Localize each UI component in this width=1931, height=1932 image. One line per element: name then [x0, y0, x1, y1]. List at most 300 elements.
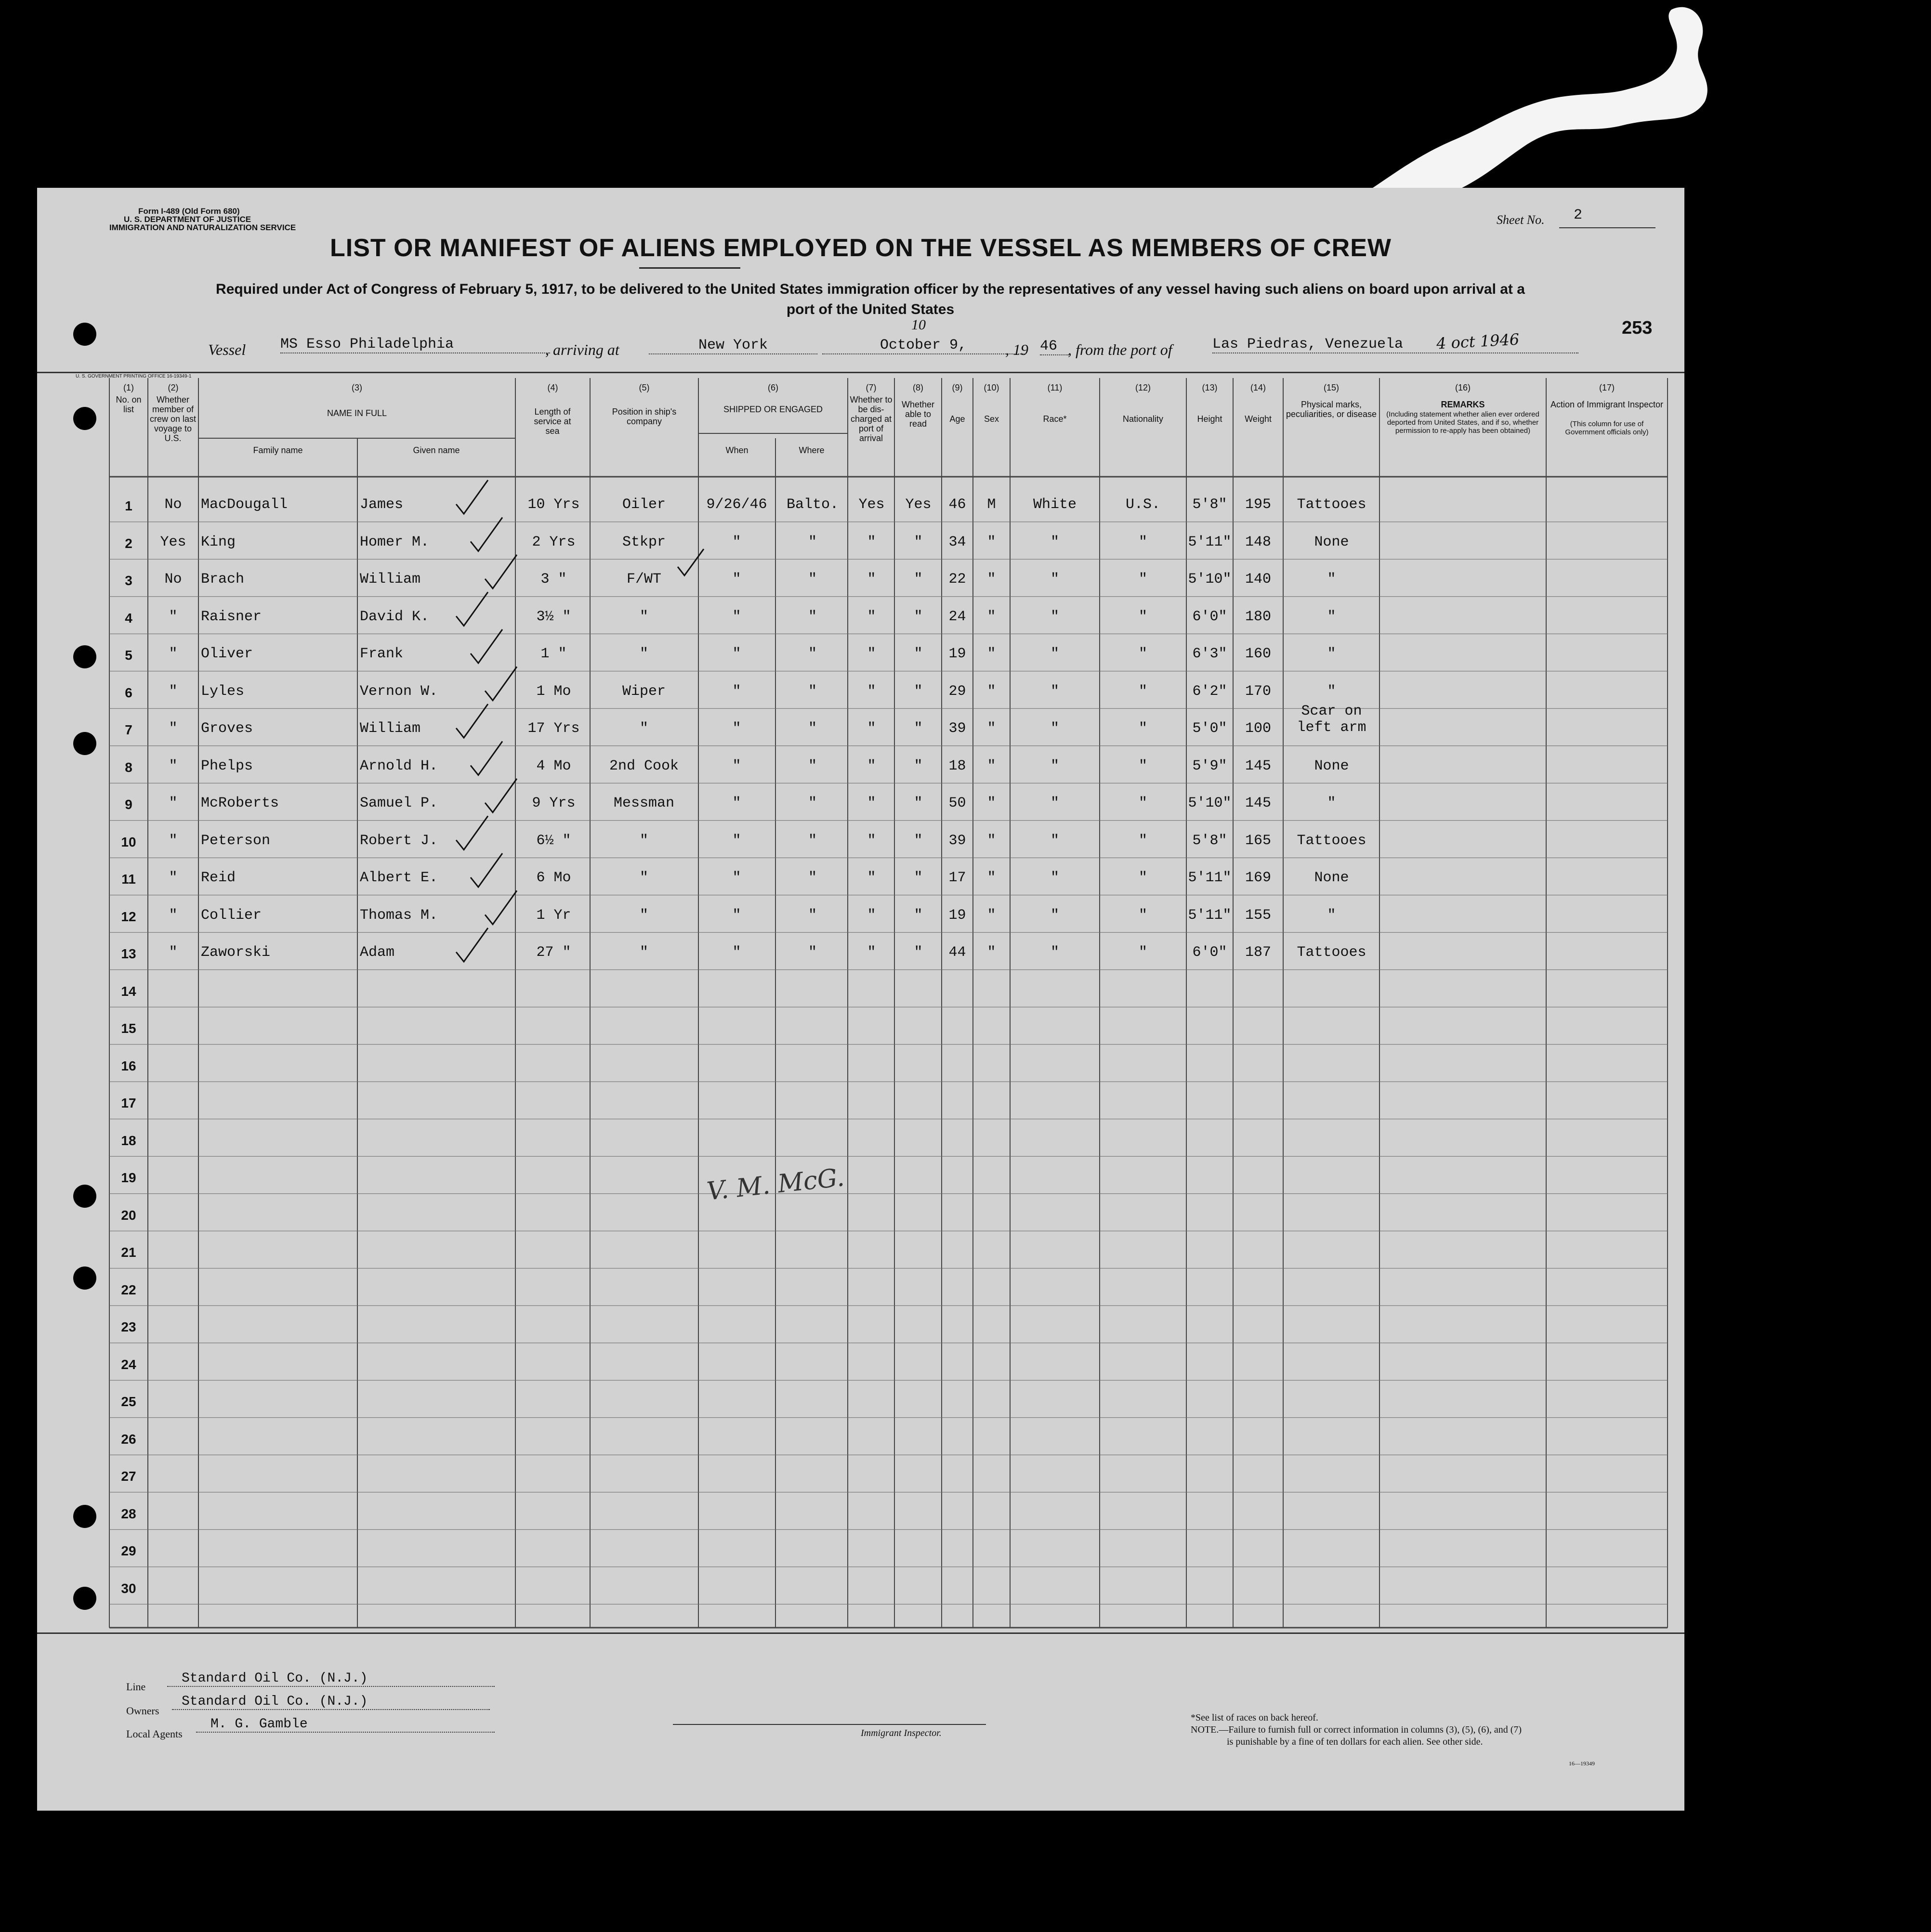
cell-given-name: Arnold H.	[360, 757, 438, 774]
checkmark-icon	[485, 891, 517, 925]
checkmark-icon	[471, 742, 502, 775]
cell-shipped-when: "	[732, 534, 741, 550]
cell-sex: "	[987, 795, 996, 811]
cell-shipped-when: "	[732, 720, 741, 737]
cell-race: "	[1050, 720, 1059, 737]
line-value: Standard Oil Co. (N.J.)	[167, 1671, 495, 1687]
col-head-action-note: (This column for use of Government officials only)	[1565, 420, 1649, 436]
cell-physical-marks: None	[1314, 757, 1349, 774]
cell-length-of-service: 4 Mo	[536, 757, 571, 774]
cell-shipped-when: "	[732, 795, 741, 811]
cell-age: 39	[948, 720, 966, 737]
cell-physical-marks: "	[1327, 571, 1336, 587]
form-number: Form I-489 (Old Form 680)	[138, 207, 240, 216]
col-num-1: (1)	[123, 383, 134, 392]
row-number: 16	[121, 1058, 136, 1073]
agents-label: Local Agents	[126, 1728, 183, 1740]
cell-age: 29	[948, 683, 966, 700]
col-num-17: (17)	[1599, 383, 1615, 392]
cell-shipped-when: "	[732, 571, 741, 587]
cell-able-to-read: "	[914, 683, 923, 700]
cell-length-of-service: 2 Yrs	[532, 534, 576, 550]
cell-last-voyage: "	[169, 646, 178, 662]
cell-given-name: David K.	[360, 608, 430, 625]
cell-discharge: "	[867, 683, 876, 700]
cell-physical-marks: Tattooes	[1297, 944, 1366, 961]
cell-last-voyage: "	[169, 757, 178, 774]
cell-given-name: Frank	[360, 646, 404, 662]
cell-position: Stkpr	[622, 534, 666, 550]
row-number: 21	[121, 1245, 136, 1260]
cell-sex: "	[987, 571, 996, 587]
cell-shipped-where: "	[808, 720, 817, 737]
cell-sex: "	[987, 870, 996, 886]
col-num-3: (3)	[352, 383, 362, 392]
cell-weight: 165	[1245, 832, 1271, 849]
cell-physical-marks: Tattooes	[1297, 832, 1366, 849]
cell-weight: 169	[1245, 870, 1271, 886]
col-num-7: (7)	[866, 383, 877, 392]
cell-position: "	[639, 870, 648, 886]
cell-weight: 145	[1245, 795, 1271, 811]
cell-sex: "	[987, 683, 996, 700]
cell-height: 5'8"	[1192, 832, 1227, 849]
cell-height: 5'11"	[1188, 870, 1232, 886]
cell-weight: 155	[1245, 907, 1271, 924]
cell-shipped-where: "	[808, 683, 817, 700]
cell-able-to-read: "	[914, 944, 923, 961]
cell-length-of-service: 3 "	[540, 571, 567, 587]
cell-discharge: Yes	[858, 496, 885, 513]
cell-given-name: Thomas M.	[360, 907, 438, 924]
col-head-action: Action of Immigrant Inspector	[1550, 400, 1664, 409]
cell-family-name: Zaworski	[201, 944, 271, 961]
manifest-sheet	[37, 188, 1684, 1811]
cell-sex: "	[987, 757, 996, 774]
checkmarks-layer	[37, 188, 1684, 1811]
checkmark-icon	[471, 629, 502, 663]
cell-sex: "	[987, 720, 996, 737]
cell-race: "	[1050, 795, 1059, 811]
cell-length-of-service: 6½ "	[536, 832, 571, 849]
cell-family-name: Peterson	[201, 832, 271, 849]
cell-shipped-where: "	[808, 534, 817, 550]
cell-age: 39	[948, 832, 966, 849]
vessel-label: Vessel	[208, 341, 246, 358]
inspector-initials: V. M. McG.	[705, 1163, 846, 1206]
cell-family-name: Lyles	[201, 683, 245, 700]
col-num-14: (14)	[1250, 383, 1266, 392]
cell-position: "	[639, 944, 648, 961]
subtitle-line-1: Required under Act of Congress of February 5, 1917, to be delivered to the United States immigration officer by the representatives of any vessel having such aliens on board upon arrival at a	[216, 281, 1525, 297]
cell-length-of-service: 6 Mo	[536, 870, 571, 886]
cell-position: Messman	[613, 795, 675, 811]
cell-nationality: "	[1138, 534, 1147, 550]
row-number: 29	[121, 1543, 136, 1558]
cell-shipped-when: "	[732, 870, 741, 886]
cell-sex: "	[987, 907, 996, 924]
inspector-signature-line	[673, 1724, 986, 1725]
cell-last-voyage: "	[169, 870, 178, 886]
cell-given-name: William	[360, 720, 421, 737]
cell-sex: "	[987, 944, 996, 961]
col-head-shipped: SHIPPED OR ENGAGED	[723, 405, 823, 414]
cell-family-name: Phelps	[201, 757, 253, 774]
col-head-race: Race*	[1043, 414, 1067, 424]
cell-sex: "	[987, 534, 996, 550]
cell-discharge: "	[867, 720, 876, 737]
checkmark-icon	[471, 853, 502, 887]
col-num-8: (8)	[913, 383, 923, 392]
cell-race: "	[1050, 757, 1059, 774]
sheet-label: Sheet No.	[1497, 213, 1545, 227]
cell-last-voyage: No	[164, 496, 182, 513]
row-number: 8	[125, 759, 132, 775]
cell-shipped-where: "	[808, 757, 817, 774]
cell-family-name: Raisner	[201, 608, 262, 625]
agents-value: M. G. Gamble	[196, 1717, 495, 1733]
cell-length-of-service: 1 Mo	[536, 683, 571, 700]
owners-value: Standard Oil Co. (N.J.)	[172, 1694, 490, 1710]
cell-family-name: Reid	[201, 870, 236, 886]
cell-shipped-where: "	[808, 907, 817, 924]
cell-position: "	[639, 720, 648, 737]
cell-shipped-where: "	[808, 795, 817, 811]
cell-given-name: Samuel P.	[360, 795, 438, 811]
date-correction: 10	[911, 317, 926, 333]
cell-position: "	[639, 832, 648, 849]
cell-length-of-service: 27 "	[536, 944, 571, 961]
cell-nationality: "	[1138, 757, 1147, 774]
cell-shipped-where: "	[808, 608, 817, 625]
cell-last-voyage: "	[169, 720, 178, 737]
row-number: 19	[121, 1170, 136, 1185]
handwritten-date: 4 oct 1946	[1436, 330, 1520, 353]
cell-position: "	[639, 907, 648, 924]
row-number: 27	[121, 1469, 136, 1484]
cell-nationality: "	[1138, 832, 1147, 849]
cell-family-name: Brach	[201, 571, 245, 587]
cell-race: White	[1033, 496, 1077, 513]
cell-discharge: "	[867, 795, 876, 811]
cell-discharge: "	[867, 870, 876, 886]
cell-shipped-when: "	[732, 944, 741, 961]
cell-discharge: "	[867, 757, 876, 774]
cell-height: 5'9"	[1192, 757, 1227, 774]
cell-age: 19	[948, 907, 966, 924]
cell-position: Wiper	[622, 683, 666, 700]
cell-weight: 170	[1245, 683, 1271, 700]
cell-able-to-read: "	[914, 608, 923, 625]
cell-height: 5'11"	[1188, 534, 1232, 550]
checkmark-icon	[456, 816, 488, 850]
cell-physical-marks: "	[1327, 683, 1336, 700]
cell-age: 44	[948, 944, 966, 961]
cell-discharge: "	[867, 907, 876, 924]
cell-age: 22	[948, 571, 966, 587]
row-number: 11	[121, 872, 136, 887]
checkmark-icon	[456, 704, 488, 738]
cell-weight: 145	[1245, 757, 1271, 774]
cell-age: 50	[948, 795, 966, 811]
col-num-15: (15)	[1323, 383, 1339, 392]
sheet-number: 2	[1574, 207, 1583, 223]
col-head-age: Age	[949, 414, 965, 424]
cell-length-of-service: 17 Yrs	[527, 720, 580, 737]
cell-shipped-when: "	[732, 683, 741, 700]
cell-shipped-when: "	[732, 757, 741, 774]
cell-race: "	[1050, 608, 1059, 625]
row-number: 12	[121, 909, 136, 924]
cell-able-to-read: "	[914, 907, 923, 924]
vessel-name: MS Esso Philadelphia	[280, 336, 550, 353]
races-note: *See list of races on back hereof.	[1191, 1712, 1318, 1723]
cell-nationality: "	[1138, 944, 1147, 961]
owners-label: Owners	[126, 1705, 159, 1717]
cell-sex: M	[987, 496, 996, 513]
row-number: 24	[121, 1357, 136, 1372]
col-head-remarks: REMARKS	[1441, 400, 1485, 409]
checkmark-icon	[485, 779, 517, 812]
page-title: LIST OR MANIFEST OF ALIENS EMPLOYED ON THE VESSEL AS MEMBERS OF CREW	[330, 234, 1392, 262]
row-number: 4	[125, 610, 132, 626]
cell-race: "	[1050, 832, 1059, 849]
row-number: 17	[121, 1096, 136, 1110]
cell-last-voyage: "	[169, 832, 178, 849]
cell-discharge: "	[867, 944, 876, 961]
cell-discharge: "	[867, 534, 876, 550]
cell-family-name: Collier	[201, 907, 262, 924]
cell-height: 5'11"	[1188, 907, 1232, 924]
cell-last-voyage: "	[169, 907, 178, 924]
cell-last-voyage: "	[169, 683, 178, 700]
cell-given-name: Adam	[360, 944, 395, 961]
cell-family-name: MacDougall	[201, 496, 288, 513]
cell-shipped-where: "	[808, 571, 817, 587]
cell-given-name: William	[360, 571, 421, 587]
cell-physical-marks: "	[1327, 795, 1336, 811]
cell-nationality: "	[1138, 571, 1147, 587]
cell-nationality: "	[1138, 870, 1147, 886]
row-number: 15	[121, 1021, 136, 1036]
row-number: 1	[125, 498, 132, 513]
cell-shipped-when: "	[732, 608, 741, 625]
cell-length-of-service: 9 Yrs	[532, 795, 576, 811]
col-num-5: (5)	[639, 383, 650, 392]
col-num-12: (12)	[1135, 383, 1151, 392]
cell-physical-marks: None	[1314, 870, 1349, 886]
cell-shipped-when: "	[732, 646, 741, 662]
cell-sex: "	[987, 646, 996, 662]
cell-given-name: Homer M.	[360, 534, 430, 550]
cell-height: 5'10"	[1188, 571, 1232, 587]
col-head-name: NAME IN FULL	[327, 408, 387, 418]
cell-able-to-read: "	[914, 720, 923, 737]
cell-sex: "	[987, 608, 996, 625]
checkmark-icon	[485, 555, 517, 588]
departure-port: Las Piedras, Venezuela	[1212, 336, 1578, 353]
cell-nationality: "	[1138, 608, 1147, 625]
cell-race: "	[1050, 683, 1059, 700]
cell-length-of-service: 1 "	[540, 646, 567, 662]
arriving-label: , arriving at	[545, 341, 619, 358]
col-head-given: Given name	[413, 445, 460, 455]
cell-sex: "	[987, 832, 996, 849]
cell-last-voyage: "	[169, 795, 178, 811]
col-head-weight: Weight	[1245, 414, 1272, 424]
stamp-number: 253	[1622, 318, 1653, 338]
cell-shipped-where: Balto.	[786, 496, 839, 513]
cell-last-voyage: "	[169, 608, 178, 625]
cell-able-to-read: "	[914, 534, 923, 550]
row-number: 14	[121, 983, 136, 999]
cell-height: 5'8"	[1192, 496, 1227, 513]
col-head-nationality: Nationality	[1122, 414, 1164, 424]
cell-family-name: Groves	[201, 720, 253, 737]
cell-able-to-read: Yes	[905, 496, 932, 513]
cell-able-to-read: "	[914, 646, 923, 662]
cell-last-voyage: No	[164, 571, 182, 587]
cell-weight: 100	[1245, 720, 1271, 737]
cell-physical-marks: "	[1327, 608, 1336, 625]
cell-able-to-read: "	[914, 571, 923, 587]
cell-discharge: "	[867, 608, 876, 625]
checkmark-icon	[456, 592, 488, 626]
col-num-9: (9)	[952, 383, 963, 392]
arrival-port: New York	[649, 337, 817, 354]
cell-discharge: "	[867, 571, 876, 587]
col-head-where: Where	[799, 445, 825, 455]
col-num-4: (4)	[547, 383, 558, 392]
cell-physical-marks: Tattooes	[1297, 496, 1366, 513]
cell-last-voyage: "	[169, 944, 178, 961]
cell-length-of-service: 1 Yr	[536, 907, 571, 924]
cell-shipped-where: "	[808, 832, 817, 849]
row-number: 30	[121, 1580, 136, 1596]
cell-race: "	[1050, 944, 1059, 961]
row-number: 13	[121, 946, 136, 961]
cell-able-to-read: "	[914, 832, 923, 849]
cell-shipped-where: "	[808, 944, 817, 961]
cell-length-of-service: 3½ "	[536, 608, 571, 625]
col-head-no: No. on list	[116, 395, 142, 414]
cell-physical-marks: "	[1327, 646, 1336, 662]
cell-position: Oiler	[622, 496, 666, 513]
cell-discharge: "	[867, 646, 876, 662]
cell-physical-marks: "	[1327, 907, 1336, 924]
col-head-read: Whether able to read	[901, 400, 935, 429]
row-number: 28	[121, 1506, 136, 1521]
cell-height: 5'10"	[1188, 795, 1232, 811]
cell-discharge: "	[867, 832, 876, 849]
cell-age: 19	[948, 646, 966, 662]
department: U. S. DEPARTMENT OF JUSTICE	[124, 215, 251, 224]
row-number: 23	[121, 1319, 136, 1334]
penalty-note: NOTE.—Failure to furnish full or correct information in columns (3), (5), (6), and (7)	[1191, 1724, 1522, 1735]
col-num-13: (13)	[1202, 383, 1218, 392]
col-head-remarks-note: (Including statement whether alien ever ordered deported from United States, and if so, whether permission to re-apply has been obtained)	[1386, 410, 1539, 435]
cell-age: 46	[948, 496, 966, 513]
cell-given-name: Vernon W.	[360, 683, 438, 700]
cell-nationality: "	[1138, 720, 1147, 737]
cell-weight: 195	[1245, 496, 1271, 513]
cell-shipped-where: "	[808, 870, 817, 886]
cell-position: "	[639, 608, 648, 625]
row-number: 3	[125, 573, 132, 588]
cell-nationality: "	[1138, 907, 1147, 924]
cell-height: 6'0"	[1192, 944, 1227, 961]
service-name: IMMIGRATION AND NATURALIZATION SERVICE	[109, 223, 296, 232]
row-number: 22	[121, 1282, 136, 1297]
col-num-11: (11)	[1047, 383, 1063, 392]
row-number: 2	[125, 535, 132, 551]
row-number: 18	[121, 1133, 136, 1148]
cell-position: 2nd Cook	[609, 757, 679, 774]
cell-shipped-when: 9/26/46	[706, 496, 767, 513]
cell-shipped-when: "	[732, 832, 741, 849]
cell-given-name: Robert J.	[360, 832, 438, 849]
cell-race: "	[1050, 534, 1059, 550]
row-number: 25	[121, 1394, 136, 1409]
cell-race: "	[1050, 646, 1059, 662]
printer-imprint: U. S. GOVERNMENT PRINTING OFFICE 16-19349-1	[76, 374, 192, 379]
col-head-last-voyage: Whether member of crew on last voyage to U.S.	[149, 395, 197, 443]
cell-weight: 187	[1245, 944, 1271, 961]
cell-nationality: "	[1138, 795, 1147, 811]
checkmark-icon	[456, 928, 488, 962]
cell-age: 24	[948, 608, 966, 625]
col-head-position: Position in ship's company	[612, 407, 677, 426]
col-head-service: Length of service at sea	[534, 407, 571, 436]
row-number: 10	[121, 834, 136, 849]
cell-nationality: "	[1138, 683, 1147, 700]
from-port-label: , from the port of	[1068, 341, 1172, 358]
cell-position: F/WT	[626, 571, 661, 587]
cell-weight: 140	[1245, 571, 1271, 587]
cell-able-to-read: "	[914, 870, 923, 886]
col-head-when: When	[725, 445, 749, 455]
cell-shipped-when: "	[732, 907, 741, 924]
cell-age: 17	[948, 870, 966, 886]
cell-race: "	[1050, 907, 1059, 924]
cell-family-name: McRoberts	[201, 795, 279, 811]
col-head-discharge: Whether to be dis-charged at port of arrival	[850, 395, 893, 443]
cell-age: 18	[948, 757, 966, 774]
cell-position: "	[639, 646, 648, 662]
row-number: 9	[125, 797, 132, 812]
cell-weight: 160	[1245, 646, 1271, 662]
cell-height: 6'3"	[1192, 646, 1227, 662]
arrival-date: October 9,	[822, 337, 1025, 354]
cell-height: 5'0"	[1192, 720, 1227, 737]
arrival-year: 46	[1040, 338, 1069, 355]
col-num-2: (2)	[168, 383, 179, 392]
cell-nationality: "	[1138, 646, 1147, 662]
cell-height: 6'0"	[1192, 608, 1227, 625]
checkmark-icon	[471, 518, 502, 551]
cell-physical-marks: None	[1314, 534, 1349, 550]
cell-shipped-where: "	[808, 646, 817, 662]
cell-nationality: U.S.	[1125, 496, 1160, 513]
cell-weight: 148	[1245, 534, 1271, 550]
line-label: Line	[126, 1681, 146, 1693]
col-num-16: (16)	[1455, 383, 1471, 392]
cell-given-name: James	[360, 496, 404, 513]
footer-rule	[37, 1632, 1684, 1634]
cell-last-voyage: Yes	[160, 534, 186, 550]
col-num-10: (10)	[984, 383, 999, 392]
cell-length-of-service: 10 Yrs	[527, 496, 580, 513]
